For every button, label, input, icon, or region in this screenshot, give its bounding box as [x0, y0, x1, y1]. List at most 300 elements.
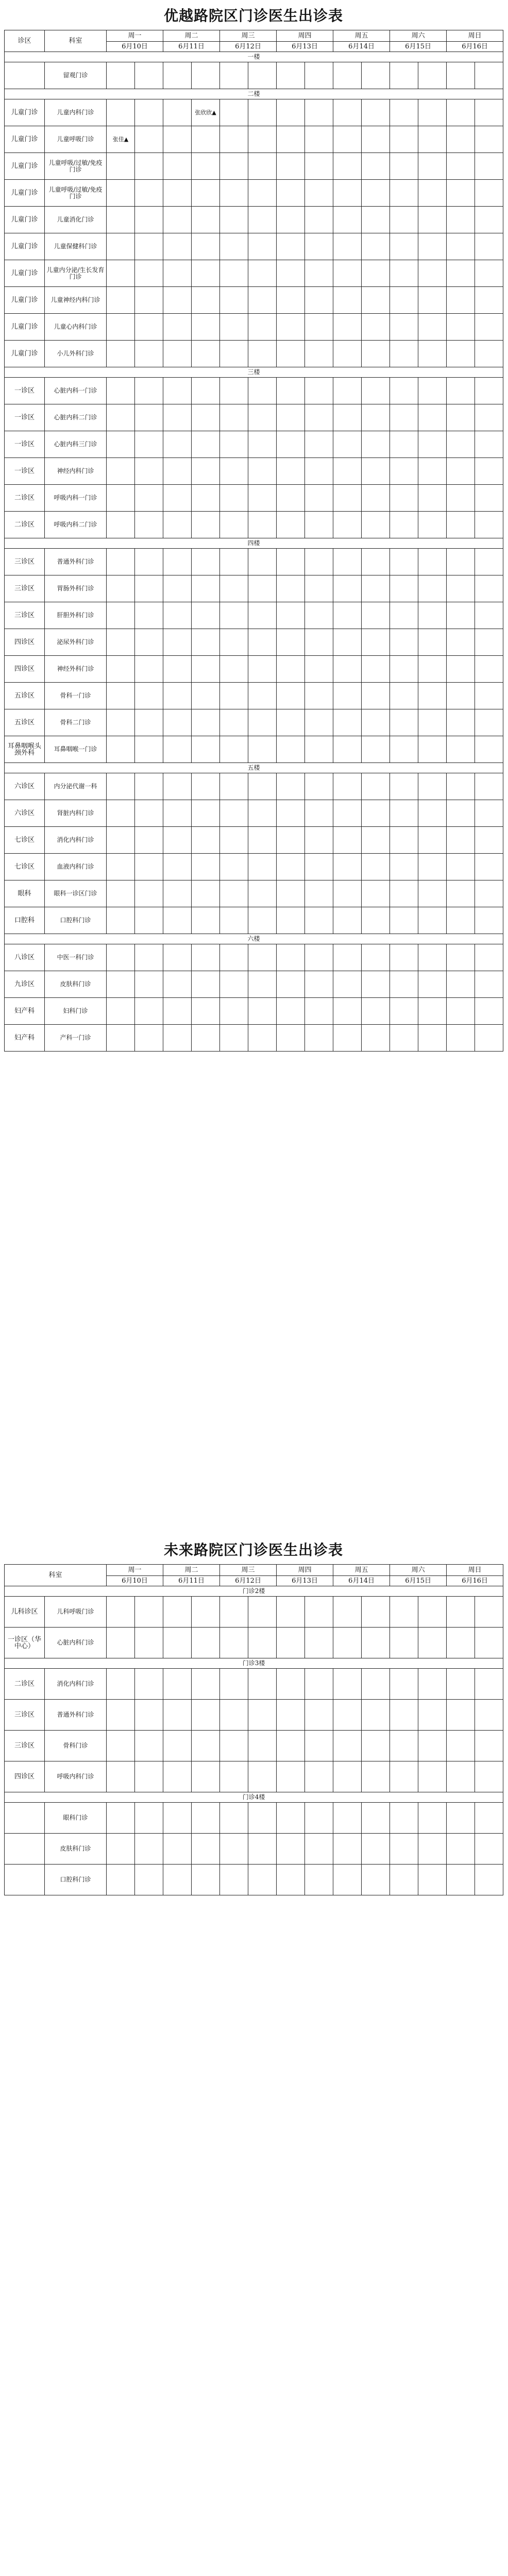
doctor-cell [475, 233, 503, 260]
doctor-cell [163, 512, 192, 538]
table-row [5, 1597, 503, 1628]
floor-row [5, 52, 503, 62]
doctor-cell [277, 1628, 305, 1658]
doctor-cell [475, 736, 503, 763]
doctor-cell [333, 233, 362, 260]
doctor-cell [163, 431, 192, 458]
doctor-cell [248, 1628, 277, 1658]
dept-cell: 小儿外科门诊 [45, 341, 107, 367]
table-row [5, 800, 503, 827]
weekday-header: 周四 [277, 1565, 333, 1576]
doctor-cell [390, 1803, 418, 1834]
doctor-cell [362, 736, 390, 763]
table-row [5, 314, 503, 341]
header-row-weekdays [5, 1565, 503, 1576]
doctor-cell [305, 99, 333, 126]
doctor-cell [220, 1628, 248, 1658]
doctor-cell [220, 1834, 248, 1865]
doctor-cell [220, 126, 248, 153]
doctor-cell [163, 683, 192, 709]
dept-cell: 中医一科门诊 [45, 944, 107, 971]
doctor-cell [418, 1731, 447, 1761]
doctor-cell [305, 944, 333, 971]
floor-label: 门诊3楼 [5, 1658, 503, 1669]
doctor-cell [107, 458, 135, 485]
table-row [5, 378, 503, 404]
doctor-cell [362, 404, 390, 431]
doctor-cell [248, 1865, 277, 1895]
doctor-cell [277, 378, 305, 404]
doctor-cell [333, 431, 362, 458]
doctor-cell [107, 1803, 135, 1834]
doctor-cell [220, 907, 248, 934]
doctor-cell [163, 998, 192, 1025]
doctor-cell [220, 341, 248, 367]
doctor-cell [333, 404, 362, 431]
doctor-cell [135, 180, 163, 207]
doctor-cell [107, 1597, 135, 1628]
doctor-cell [333, 736, 362, 763]
doctor-cell [362, 629, 390, 656]
schedule-table [4, 30, 503, 1052]
dept-cell: 皮肤科门诊 [45, 1834, 107, 1865]
doctor-cell [248, 827, 277, 854]
doctor-cell [277, 736, 305, 763]
doctor-cell [220, 998, 248, 1025]
table-row [5, 773, 503, 800]
doctor-cell [447, 180, 475, 207]
area-cell: 儿童门诊 [5, 260, 45, 287]
doctor-cell [192, 575, 220, 602]
doctor-cell [418, 629, 447, 656]
doctor-cell [333, 1865, 362, 1895]
doctor-cell [362, 854, 390, 880]
doctor-cell [362, 314, 390, 341]
dept-cell: 普通外科门诊 [45, 549, 107, 575]
weekday-header: 周三 [220, 1565, 277, 1576]
doctor-cell [248, 62, 277, 89]
doctor-cell [447, 880, 475, 907]
doctor-cell [447, 944, 475, 971]
table-row [5, 1761, 503, 1792]
doctor-cell [220, 854, 248, 880]
table-row [5, 602, 503, 629]
dept-cell: 儿童内分泌/生长发育门诊 [45, 260, 107, 287]
doctor-cell [390, 575, 418, 602]
doctor-cell [390, 1761, 418, 1792]
weekday-header: 周日 [447, 30, 503, 42]
doctor-cell [277, 602, 305, 629]
doctor-cell [475, 575, 503, 602]
doctor-cell [135, 99, 163, 126]
table-row [5, 341, 503, 367]
doctor-cell [220, 827, 248, 854]
doctor-cell [305, 773, 333, 800]
doctor-cell [277, 233, 305, 260]
table-row [5, 404, 503, 431]
doctor-cell [192, 998, 220, 1025]
doctor-cell [248, 1731, 277, 1761]
dept-cell: 内分泌代谢一科 [45, 773, 107, 800]
doctor-cell [163, 1865, 192, 1895]
doctor-cell [447, 773, 475, 800]
doctor-cell [305, 854, 333, 880]
dept-cell: 儿童心内科门诊 [45, 314, 107, 341]
doctor-cell [475, 485, 503, 512]
dept-cell: 产科一门诊 [45, 1025, 107, 1052]
doctor-cell [362, 1628, 390, 1658]
doctor-cell [362, 602, 390, 629]
floor-row [5, 1586, 503, 1597]
doctor-cell [163, 709, 192, 736]
doctor-cell [418, 341, 447, 367]
doctor-cell [135, 153, 163, 180]
weekday-header: 周二 [163, 1565, 220, 1576]
doctor-cell [192, 62, 220, 89]
doctor-cell [192, 907, 220, 934]
doctor-cell [192, 431, 220, 458]
doctor-cell [163, 153, 192, 180]
doctor-cell [305, 314, 333, 341]
doctor-cell [362, 907, 390, 934]
doctor-cell [277, 1669, 305, 1700]
doctor-cell [277, 629, 305, 656]
doctor-cell [333, 153, 362, 180]
doctor-cell [418, 880, 447, 907]
doctor-cell [107, 971, 135, 998]
sheet-title: 优越路院区门诊医生出诊表 [163, 7, 343, 24]
doctor-cell [163, 1669, 192, 1700]
area-cell: 耳鼻咽喉头颈外科 [5, 736, 45, 763]
doctor-cell [305, 1761, 333, 1792]
doctor-cell [362, 656, 390, 683]
weekday-header: 周二 [163, 30, 220, 42]
table-row [5, 458, 503, 485]
doctor-cell [248, 287, 277, 314]
doctor-cell [135, 629, 163, 656]
doctor-cell [135, 575, 163, 602]
doctor-cell [192, 1731, 220, 1761]
area-cell: 儿童门诊 [5, 341, 45, 367]
doctor-cell [447, 233, 475, 260]
doctor-cell [163, 314, 192, 341]
doctor-cell [107, 233, 135, 260]
floor-row [5, 763, 503, 773]
area-cell: 三诊区 [5, 602, 45, 629]
doctor-cell [305, 153, 333, 180]
doctor-cell [163, 404, 192, 431]
doctor-cell [248, 773, 277, 800]
doctor-cell [192, 709, 220, 736]
floor-label: 二楼 [5, 89, 503, 99]
doctor-cell [305, 260, 333, 287]
dept-cell: 儿童保健科门诊 [45, 233, 107, 260]
doctor-cell [475, 126, 503, 153]
table-row [5, 287, 503, 314]
doctor-cell [305, 1628, 333, 1658]
doctor-cell [362, 233, 390, 260]
area-cell [5, 1865, 45, 1895]
doctor-cell [333, 1669, 362, 1700]
doctor-cell [333, 126, 362, 153]
doctor-cell [192, 971, 220, 998]
dept-cell: 心脏内科三门诊 [45, 431, 107, 458]
doctor-cell [163, 207, 192, 233]
weekday-header: 周一 [107, 30, 163, 42]
doctor-cell [447, 1597, 475, 1628]
doctor-cell [135, 431, 163, 458]
doctor-cell [135, 458, 163, 485]
doctor-cell [107, 99, 135, 126]
doctor-cell [333, 549, 362, 575]
doctor-cell [333, 458, 362, 485]
doctor-cell [362, 998, 390, 1025]
doctor-cell [135, 709, 163, 736]
doctor-cell [220, 971, 248, 998]
doctor-cell [390, 233, 418, 260]
doctor-cell [220, 1025, 248, 1052]
doctor-cell [418, 575, 447, 602]
table-row [5, 854, 503, 880]
doctor-cell [475, 99, 503, 126]
dept-cell: 普通外科门诊 [45, 1700, 107, 1731]
area-cell: 四诊区 [5, 1761, 45, 1792]
doctor-cell [277, 1834, 305, 1865]
doctor-cell [390, 126, 418, 153]
doctor-cell [447, 907, 475, 934]
doctor-cell [163, 1628, 192, 1658]
doctor-cell [192, 260, 220, 287]
doctor-cell [135, 854, 163, 880]
doctor-cell [163, 971, 192, 998]
doctor-cell [305, 1025, 333, 1052]
doctor-cell [305, 880, 333, 907]
doctor-cell [135, 1025, 163, 1052]
doctor-cell [362, 207, 390, 233]
doctor-cell [248, 314, 277, 341]
doctor-cell [333, 1761, 362, 1792]
doctor-cell [305, 736, 333, 763]
table-row [5, 736, 503, 763]
doctor-cell [333, 656, 362, 683]
doctor-cell [475, 827, 503, 854]
doctor-cell [333, 287, 362, 314]
doctor-cell [220, 549, 248, 575]
doctor-cell [135, 378, 163, 404]
doctor-cell [107, 827, 135, 854]
doctor-cell [277, 656, 305, 683]
doctor-cell [163, 575, 192, 602]
doctor-cell [390, 1025, 418, 1052]
doctor-cell [192, 180, 220, 207]
doctor-cell [135, 736, 163, 763]
doctor-cell [220, 260, 248, 287]
table-row [5, 1731, 503, 1761]
doctor-cell [305, 404, 333, 431]
table-row [5, 683, 503, 709]
table-row [5, 99, 503, 126]
doctor-cell [107, 207, 135, 233]
doctor-cell [107, 314, 135, 341]
doctor-cell [390, 378, 418, 404]
doctor-cell [447, 1761, 475, 1792]
doctor-cell [362, 575, 390, 602]
doctor-cell [220, 485, 248, 512]
doctor-cell [163, 773, 192, 800]
doctor-cell [277, 773, 305, 800]
table-row [5, 153, 503, 180]
doctor-cell [305, 431, 333, 458]
doctor-cell [220, 683, 248, 709]
doctor-cell [192, 512, 220, 538]
doctor-cell [135, 1700, 163, 1731]
dept-cell: 消化内科门诊 [45, 827, 107, 854]
doctor-cell [248, 153, 277, 180]
doctor-cell [135, 1803, 163, 1834]
doctor-cell [107, 485, 135, 512]
doctor-cell [305, 1700, 333, 1731]
area-cell: 三诊区 [5, 549, 45, 575]
doctor-cell [475, 854, 503, 880]
doctor-cell [418, 656, 447, 683]
doctor-cell [220, 378, 248, 404]
area-cell: 一诊区（华中心） [5, 1628, 45, 1658]
doctor-cell [305, 1669, 333, 1700]
dept-cell: 血液内科门诊 [45, 854, 107, 880]
doctor-cell [362, 549, 390, 575]
table-row [5, 709, 503, 736]
doctor-cell [418, 233, 447, 260]
doctor-cell [277, 485, 305, 512]
weekday-header: 周五 [333, 30, 390, 42]
doctor-cell [248, 575, 277, 602]
doctor-cell [390, 656, 418, 683]
doctor-cell [220, 736, 248, 763]
doctor-cell [248, 378, 277, 404]
table-row [5, 485, 503, 512]
doctor-cell [390, 485, 418, 512]
floor-row [5, 367, 503, 378]
doctor-cell [418, 1803, 447, 1834]
doctor-cell [362, 431, 390, 458]
doctor-cell [390, 431, 418, 458]
doctor-cell [447, 126, 475, 153]
doctor-cell [305, 180, 333, 207]
doctor-cell [277, 1597, 305, 1628]
doctor-cell [277, 944, 305, 971]
doctor-cell [248, 549, 277, 575]
date-header: 6月11日 [163, 42, 220, 52]
weekday-header: 周日 [447, 1565, 503, 1576]
doctor-cell [192, 683, 220, 709]
doctor-cell [418, 99, 447, 126]
doctor-cell [390, 314, 418, 341]
doctor-cell [305, 458, 333, 485]
dept-cell: 心脏内科门诊 [45, 1628, 107, 1658]
doctor-cell [163, 800, 192, 827]
doctor-cell [163, 99, 192, 126]
doctor-cell [107, 1834, 135, 1865]
doctor-cell [418, 773, 447, 800]
doctor-cell [277, 575, 305, 602]
doctor-cell [390, 880, 418, 907]
doctor-cell [163, 736, 192, 763]
dept-cell: 儿童呼吸/过敏/免疫门诊 [45, 180, 107, 207]
doctor-cell [447, 1803, 475, 1834]
doctor-cell [447, 549, 475, 575]
doctor-cell [333, 683, 362, 709]
doctor-cell [107, 1628, 135, 1658]
doctor-cell [418, 180, 447, 207]
dept-cell: 呼吸内科一门诊 [45, 485, 107, 512]
doctor-cell [248, 431, 277, 458]
doctor-cell [418, 153, 447, 180]
doctor-cell [447, 207, 475, 233]
doctor-cell [362, 62, 390, 89]
doctor-cell [390, 1865, 418, 1895]
doctor-cell [447, 1834, 475, 1865]
doctor-cell [333, 1597, 362, 1628]
doctor-cell [475, 404, 503, 431]
doctor-cell [447, 827, 475, 854]
doctor-cell [390, 629, 418, 656]
doctor-cell [305, 827, 333, 854]
floor-row [5, 1658, 503, 1669]
doctor-cell [447, 99, 475, 126]
doctor-cell [475, 1865, 503, 1895]
doctor-cell [362, 773, 390, 800]
doctor-cell [418, 1669, 447, 1700]
doctor-cell [418, 1865, 447, 1895]
date-header: 6月10日 [107, 1576, 163, 1586]
doctor-cell [418, 549, 447, 575]
doctor-cell [305, 62, 333, 89]
date-header: 6月14日 [333, 1576, 390, 1586]
schedule-body [5, 1586, 503, 1895]
doctor-cell [418, 485, 447, 512]
doctor-cell [192, 404, 220, 431]
doctor-cell [135, 1865, 163, 1895]
doctor-cell [220, 575, 248, 602]
doctor-cell [192, 458, 220, 485]
doctor-cell [135, 287, 163, 314]
doctor-cell [107, 153, 135, 180]
doctor-cell [107, 1761, 135, 1792]
doctor-cell [277, 1731, 305, 1761]
area-cell: 一诊区 [5, 378, 45, 404]
doctor-cell [447, 854, 475, 880]
doctor-cell [248, 341, 277, 367]
floor-label: 三楼 [5, 367, 503, 378]
doctor-cell [192, 1803, 220, 1834]
doctor-cell [277, 153, 305, 180]
table-row [5, 62, 503, 89]
doctor-cell [220, 1731, 248, 1761]
area-cell: 儿童门诊 [5, 314, 45, 341]
doctor-cell [248, 854, 277, 880]
doctor-cell [362, 1025, 390, 1052]
doctor-cell [390, 512, 418, 538]
doctor-cell [163, 233, 192, 260]
doctor-cell [305, 1803, 333, 1834]
doctor-cell [475, 629, 503, 656]
doctor-cell [135, 1761, 163, 1792]
doctor-cell [192, 602, 220, 629]
doctor-cell [163, 1731, 192, 1761]
doctor-cell [447, 971, 475, 998]
dept-cell: 眼科门诊 [45, 1803, 107, 1834]
doctor-cell [475, 944, 503, 971]
